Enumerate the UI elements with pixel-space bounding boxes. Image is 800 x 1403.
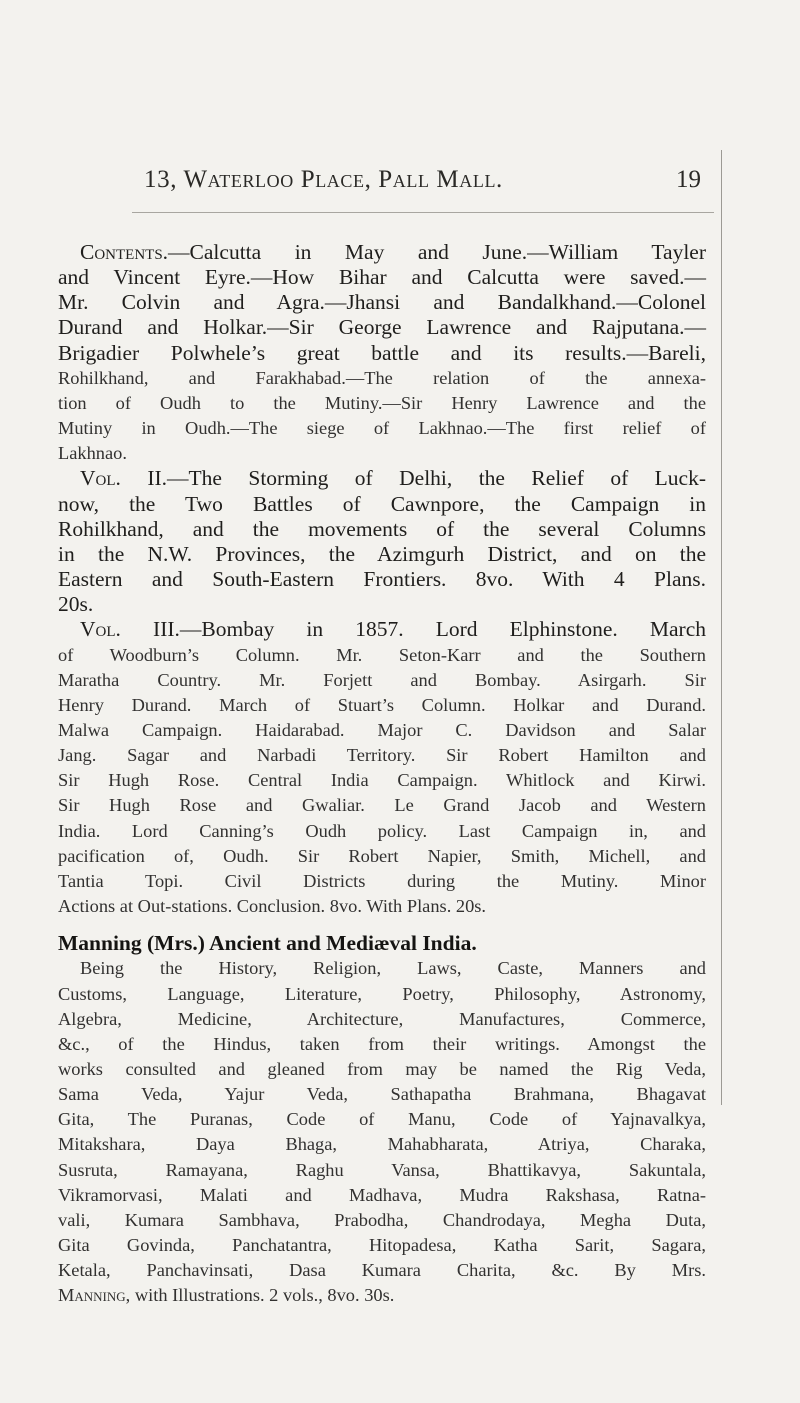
text-line: Algebra, Medicine, Architecture, Manufactures, Commerce, — [58, 1008, 706, 1029]
text-line: Sir Hugh Rose. Central India Campaign. Whitlock and Kirwi. — [58, 770, 706, 791]
text-line: Manning, with Illustrations. 2 vols., 8vo. 30s. — [58, 1285, 395, 1306]
text-line: Lakhnao. — [58, 443, 127, 464]
text-line: vali, Kumara Sambhava, Prabodha, Chandrodaya, Megha Duta, — [58, 1209, 706, 1230]
text-line: Mr. Colvin and Agra.—Jhansi and Bandalkhand.—Colonel — [58, 290, 706, 315]
text-line: Rohilkhand, and the movements of the several Columns — [58, 516, 706, 541]
header-rule — [132, 212, 714, 213]
page-body — [58, 240, 706, 1309]
text-line: Susruta, Ramayana, Raghu Vansa, Bhattikavya, Sakuntala, — [58, 1159, 706, 1180]
text-line: Contents.—Calcutta in May and June.—William Tayler — [80, 240, 706, 264]
text-line: Vol. III.—Bombay in 1857. Lord Elphinstone. March — [80, 617, 706, 642]
right-margin-rule — [721, 150, 722, 1105]
text-line: in the N.W. Provinces, the Azimgurh District, and on the — [58, 541, 706, 566]
vol-label: Vol. — [80, 466, 121, 491]
text-line: now, the Two Battles of Cawnpore, the Campaign in — [58, 491, 706, 516]
text-line: Malwa Campaign. Haidarabad. Major C. Davidson and Salar — [58, 719, 706, 740]
text-line: and Vincent Eyre.—How Bihar and Calcutta were saved.— — [58, 265, 706, 290]
text-line: Jang. Sagar and Narbadi Territory. Sir Robert Hamilton and — [58, 745, 706, 766]
entry-heading: Manning (Mrs.) Ancient and Mediæval India. — [58, 931, 477, 956]
text-line: Brigadier Polwhele’s great battle and its results.—Bareli, — [58, 340, 706, 365]
text-line: Sama Veda, Yajur Veda, Sathapatha Brahmana, Bhagavat — [58, 1084, 706, 1105]
entry-gap — [58, 919, 706, 931]
text-line: works consulted and gleaned from may be named the Rig Veda, — [58, 1059, 706, 1079]
text-line: 20s. — [58, 592, 94, 617]
text-line: Gita, The Puranas, Code of Manu, Code of Yajnavalkya, — [58, 1109, 706, 1130]
text-line: Maratha Country. Mr. Forjett and Bombay. Asirgarh. Sir — [58, 669, 706, 690]
text-line: &c., of the Hindus, taken from their writings. Amongst the — [58, 1033, 706, 1054]
text-line: Tantia Topi. Civil Districts during the Mutiny. Minor — [58, 870, 706, 891]
text-line: India. Lord Canning’s Oudh policy. Last Campaign in, and — [58, 820, 706, 841]
text-line: of Woodburn’s Column. Mr. Seton-Karr and the Southern — [58, 644, 706, 665]
text-line: Customs, Language, Literature, Poetry, Philosophy, Astronomy, — [58, 983, 706, 1004]
page-header — [0, 166, 800, 206]
text-line: pacification of, Oudh. Sir Robert Napier, Smith, Michell, and — [58, 845, 706, 866]
page-number: 19 — [676, 166, 701, 193]
text-line: Eastern and South-Eastern Frontiers. 8vo. With 4 Plans. — [58, 567, 706, 592]
text-line: tion of Oudh to the Mutiny.—Sir Henry Lawrence and the — [58, 392, 706, 413]
vol-label: Vol. — [80, 617, 121, 642]
text-line: Henry Durand. March of Stuart’s Column. Holkar and Durand. — [58, 694, 706, 715]
author-name: Manning — [58, 1285, 126, 1306]
text-line: Being the History, Religion, Laws, Caste, Manners and — [80, 958, 706, 979]
text-line: Vol. II.—The Storming of Delhi, the Relief of Luck- — [80, 466, 706, 491]
text-line: Sir Hugh Rose and Gwaliar. Le Grand Jacob and Western — [58, 795, 706, 816]
text-line: Gita Govinda, Panchatantra, Hitopadesa, Katha Sarit, Sagara, — [58, 1235, 706, 1256]
text-line: Ketala, Panchavinsati, Dasa Kumara Charita, &c. By Mrs. — [58, 1260, 706, 1281]
text-line: Vikramorvasi, Malati and Madhava, Mudra Rakshasa, Ratna- — [58, 1184, 706, 1205]
contents-label: Contents. — [80, 240, 169, 264]
publisher-address: 13, Waterloo Place, Pall Mall. — [144, 166, 503, 193]
text-line: Durand and Holkar.—Sir George Lawrence and Rajputana.— — [58, 315, 706, 340]
text-line: Mutiny in Oudh.—The siege of Lakhnao.—The first relief of — [58, 418, 706, 439]
text-line: Rohilkhand, and Farakhabad.—The relation of the annexa- — [58, 367, 706, 388]
text-line: Mitakshara, Daya Bhaga, Mahabharata, Atriya, Charaka, — [58, 1134, 706, 1155]
text-line: Actions at Out-stations. Conclusion. 8vo. With Plans. 20s. — [58, 896, 487, 917]
